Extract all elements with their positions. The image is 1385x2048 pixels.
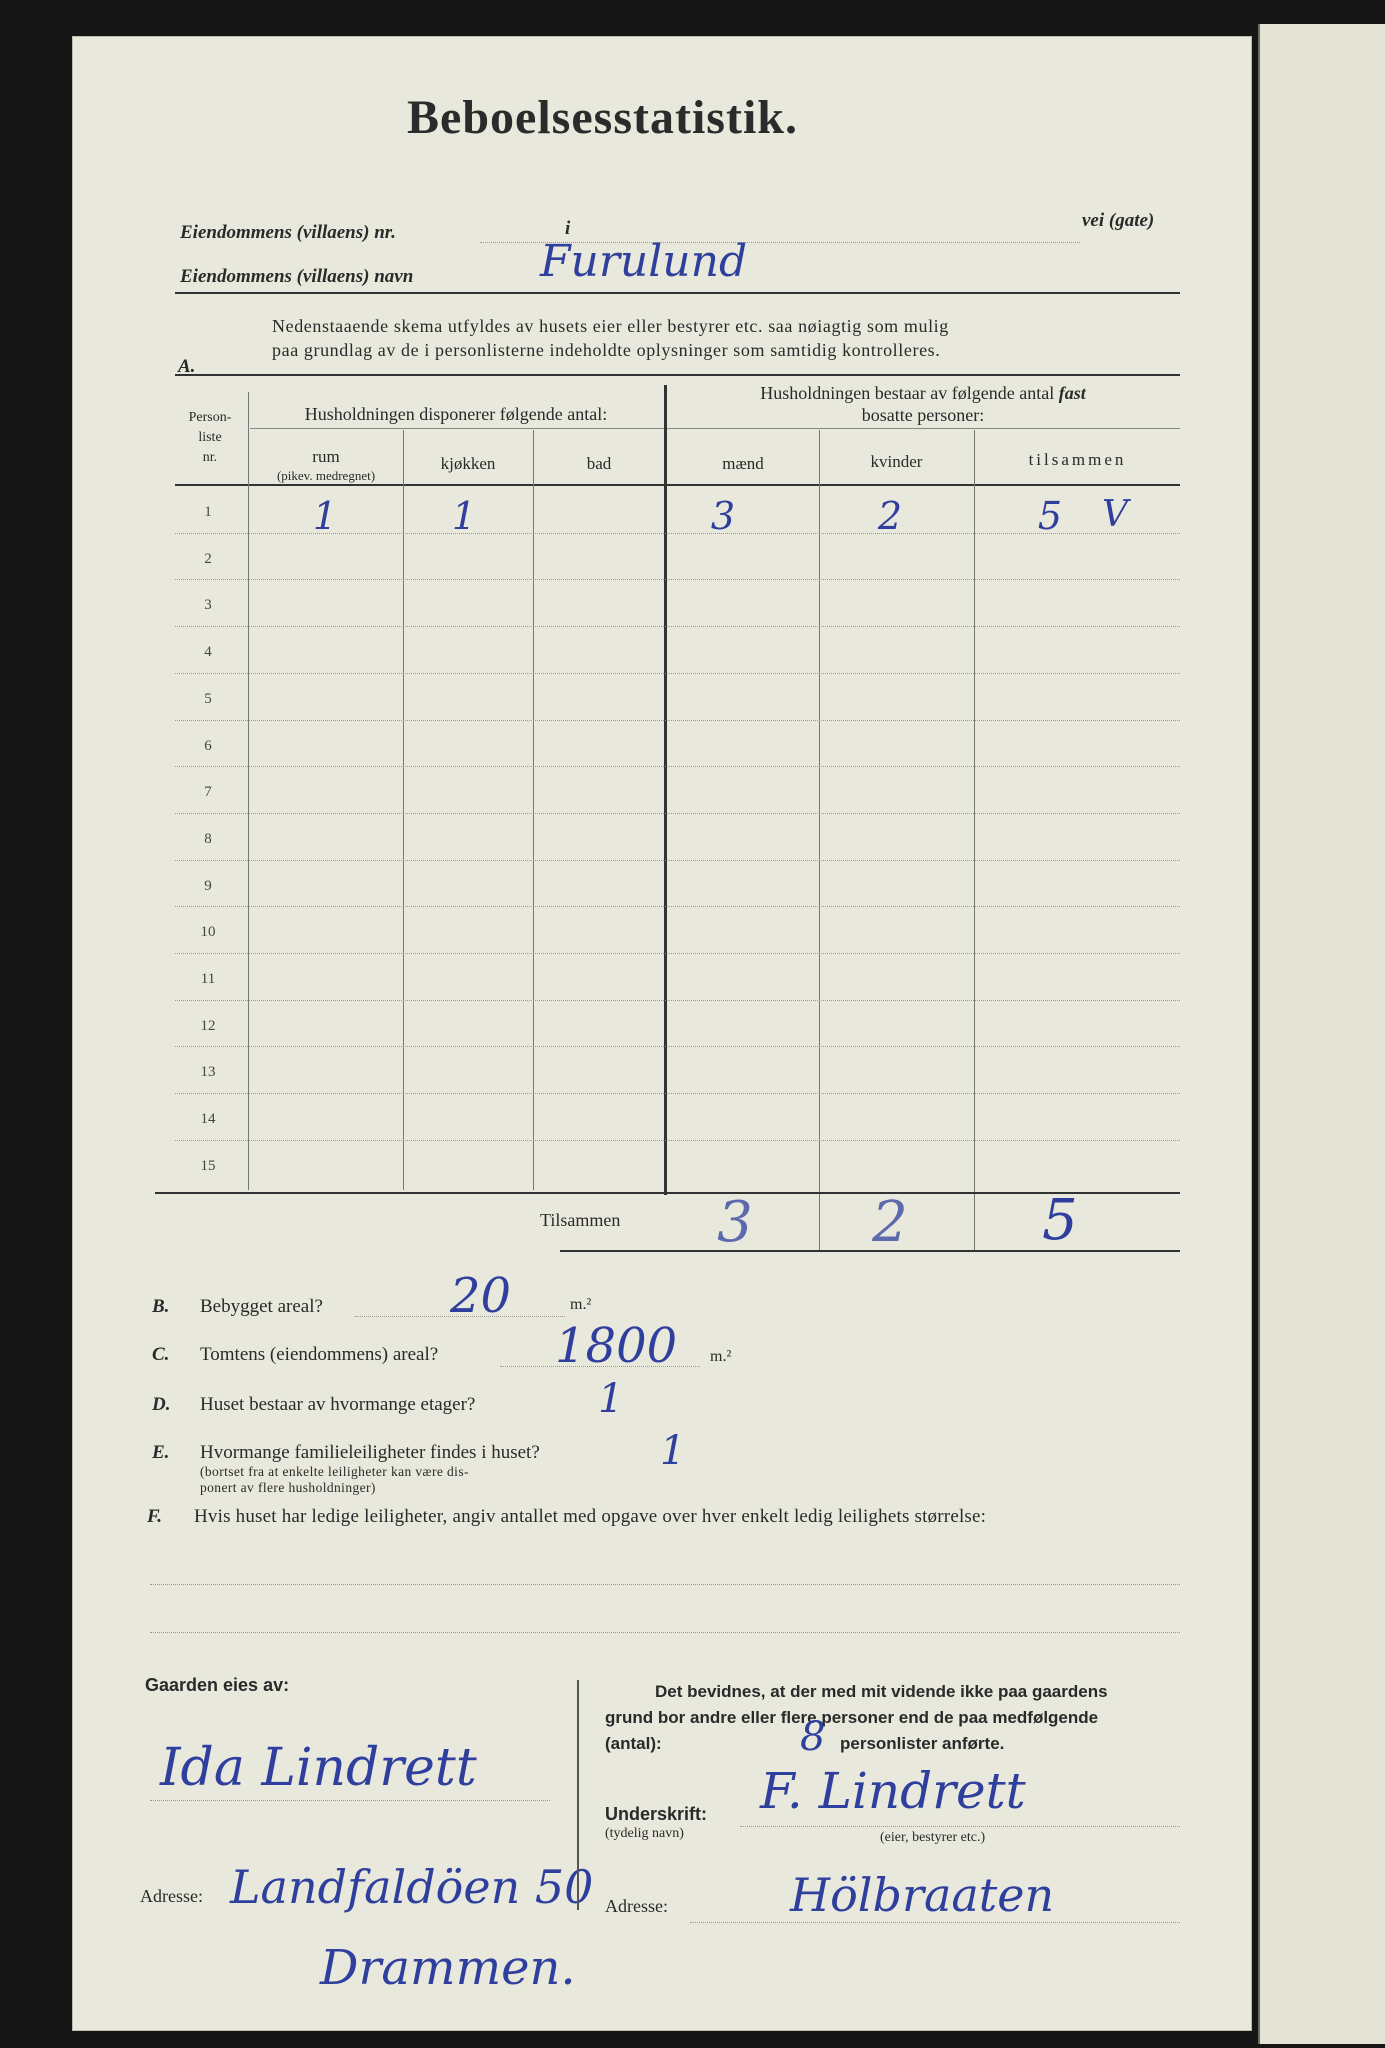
- q-c-text: Tomtens (eiendommens) areal?: [200, 1344, 439, 1365]
- row-number: 9: [204, 877, 212, 894]
- property-number-label: Eiendommens (villaens) nr.: [180, 222, 396, 243]
- col-bad: bad: [586, 454, 612, 473]
- row1-kjokken: 1: [451, 494, 477, 538]
- row-number: 6: [204, 737, 212, 754]
- col-maend: mænd: [722, 454, 764, 473]
- section-a-letter: A.: [178, 356, 196, 377]
- owner-label: Gaarden eies av:: [145, 1675, 290, 1695]
- group1-header: Husholdningen disponerer følgende antal:: [304, 404, 608, 424]
- row-number: 1: [204, 504, 212, 520]
- q-b-value: 20: [450, 1268, 512, 1324]
- adjacent-page-edge: [1258, 24, 1385, 2044]
- row-number: 4: [204, 644, 212, 661]
- owner-address-line2: Drammen.: [320, 1940, 576, 1996]
- instruction-line-2: paa grundlag av de i personlisterne indeholdte oplysninger som samtidig kontrolleres.: [272, 340, 941, 360]
- q-b-unit: m.²: [570, 1296, 592, 1313]
- row-divider: [175, 1140, 1180, 1141]
- row-divider: [175, 766, 1180, 767]
- col-rum: rum: [312, 447, 340, 466]
- cert-address-value: Hölbraaten: [790, 1868, 1055, 1922]
- row1-rum: 1: [312, 494, 338, 538]
- row-number: 11: [200, 971, 216, 987]
- row1-maend: 3: [710, 494, 736, 538]
- q-e-note-2: ponert av flere husholdninger): [200, 1480, 376, 1495]
- row1-kvinder: 2: [877, 494, 903, 538]
- row-number: 5: [204, 690, 212, 707]
- cert-address-label: Adresse:: [605, 1896, 668, 1916]
- row-divider: [175, 860, 1180, 861]
- property-number-connector: i: [565, 218, 571, 239]
- row-number: 7: [204, 784, 212, 801]
- row-number: 13: [200, 1064, 216, 1081]
- total-maend: 3: [717, 1190, 753, 1255]
- q-b-letter: B.: [152, 1296, 170, 1317]
- col-tilsammen: tilsammen: [1028, 450, 1127, 469]
- cert-line-3a: (antal):: [605, 1734, 662, 1753]
- row-number: 10: [200, 924, 216, 941]
- row-number: 14: [200, 1111, 216, 1128]
- q-f-text: Hvis huset har ledige leiligheter, angiv antallet med opgave over hver enkelt ledig leilighets størrelse:: [194, 1506, 987, 1527]
- cert-line-1: Det bevidnes, at der med mit vidende ikke paa gaardens: [655, 1682, 1108, 1701]
- q-e-text: Hvormange familieleiligheter findes i huset?: [200, 1442, 540, 1463]
- row-divider: [175, 1093, 1180, 1094]
- total-label: Tilsammen: [540, 1210, 621, 1230]
- cert-line-2: grund bor andre eller flere personer end de paa medfølgende: [605, 1708, 1099, 1727]
- signature-sub: (tydelig navn): [605, 1826, 684, 1841]
- col-kvinder: kvinder: [870, 452, 923, 471]
- row-divider: [175, 720, 1180, 721]
- row-divider: [175, 673, 1180, 674]
- q-f-letter: F.: [147, 1506, 162, 1527]
- owner-address-line1: Landfaldöen 50: [230, 1860, 594, 1914]
- row-divider: [175, 813, 1180, 814]
- row-divider: [175, 579, 1180, 580]
- row-number: 3: [204, 597, 212, 614]
- row-divider: [175, 626, 1180, 627]
- q-d-value: 1: [598, 1376, 624, 1422]
- property-name-value: Furulund: [540, 236, 748, 287]
- q-b-text: Bebygget areal?: [200, 1296, 323, 1317]
- signature-label: Underskrift:: [605, 1804, 708, 1824]
- group2-header: Husholdningen bestaar av følgende antal fast: [760, 383, 1086, 403]
- property-name-label: Eiendommens (villaens) navn: [180, 266, 414, 287]
- form-title: Beboelsesstatistik.: [407, 91, 798, 144]
- row-number: 15: [200, 1157, 216, 1174]
- col-kjokken: kjøkken: [440, 454, 496, 473]
- owner-name: Ida Lindrett: [160, 1738, 477, 1798]
- row-divider: [175, 953, 1180, 954]
- row1-check: V: [1102, 494, 1128, 535]
- row-divider: [175, 906, 1180, 907]
- col-rum-sub: (pikev. medregnet): [276, 468, 376, 483]
- row-number: 2: [204, 550, 212, 567]
- signature-value: F. Lindrett: [760, 1762, 1026, 1820]
- cert-antal-value: 8: [800, 1714, 826, 1760]
- q-d-letter: D.: [152, 1394, 171, 1415]
- row-divider: [175, 1000, 1180, 1001]
- row1-tilsammen: 5: [1037, 494, 1063, 538]
- col-person-header: Person- liste nr.: [188, 410, 232, 465]
- q-c-letter: C.: [152, 1344, 170, 1365]
- total-tilsammen: 5: [1042, 1188, 1078, 1253]
- row-divider: [175, 1046, 1180, 1047]
- total-kvinder: 2: [872, 1190, 908, 1255]
- street-suffix: vei (gate): [1082, 210, 1155, 231]
- q-c-unit: m.²: [710, 1348, 732, 1365]
- q-c-value: 1800: [555, 1318, 678, 1374]
- q-d-text: Huset bestaar av hvormange etager?: [200, 1394, 476, 1415]
- owner-address-label: Adresse:: [140, 1886, 203, 1906]
- q-e-value: 1: [660, 1428, 686, 1474]
- q-e-letter: E.: [152, 1442, 170, 1463]
- row-number: 8: [204, 830, 212, 847]
- group2-header-line2: bosatte personer:: [861, 405, 985, 425]
- q-e-note-1: (bortset fra at enkelte leiligheter kan være dis-: [200, 1464, 469, 1479]
- row-number: 12: [200, 1017, 216, 1034]
- instruction-line-1: Nedenstaaende skema utfyldes av husets eier eller bestyrer etc. saa nøiagtig som mulig: [272, 316, 949, 336]
- cert-line-3b: personlister anførte.: [840, 1734, 1005, 1753]
- role-note: (eier, bestyrer etc.): [880, 1830, 986, 1845]
